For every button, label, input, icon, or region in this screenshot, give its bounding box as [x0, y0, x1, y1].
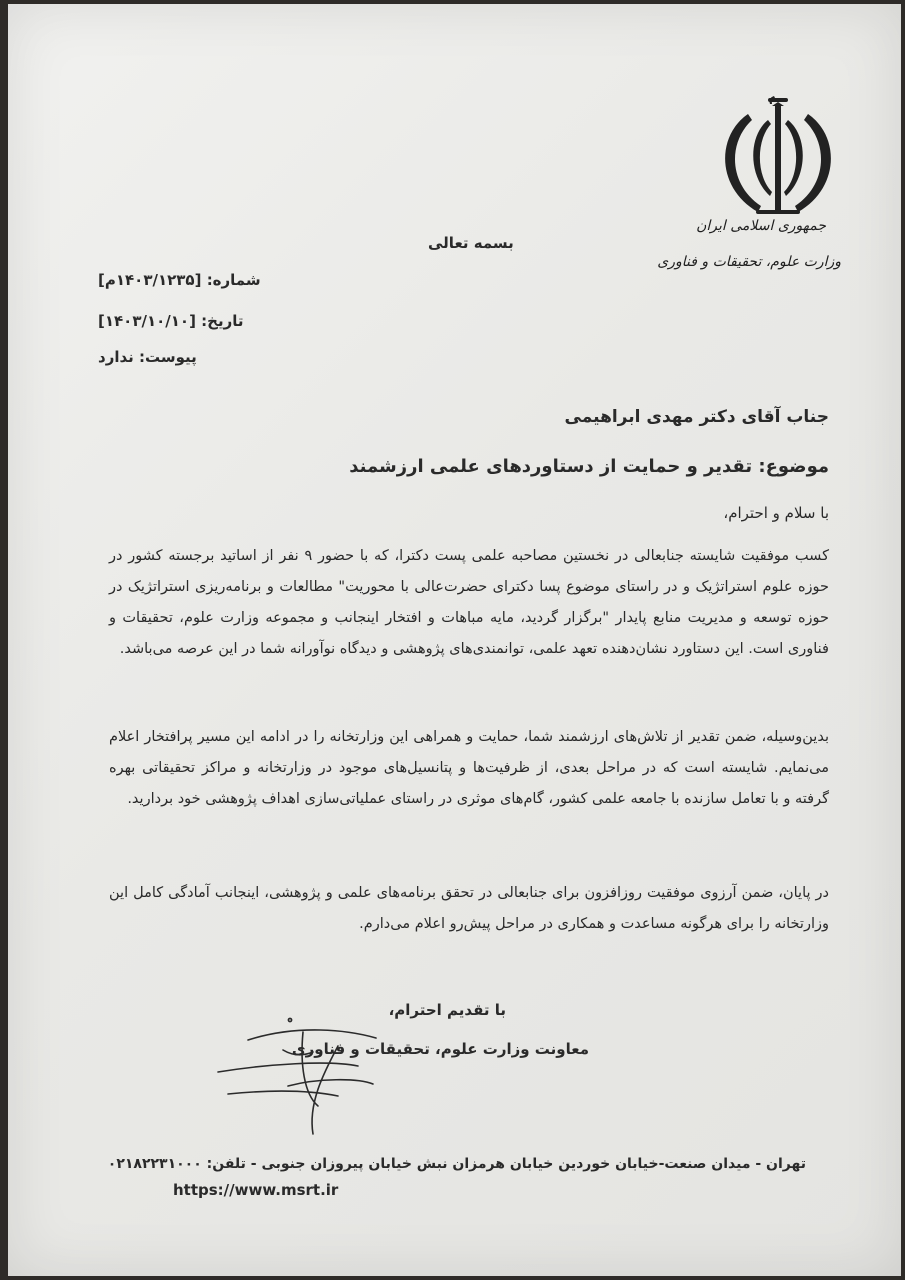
letter-attachment — [98, 348, 197, 366]
body-paragraph-3: در پایان، ضمن آرزوی موفقیت روزافزون برای جنابعالی در تحقق برنامه‌های علمی و پژوهشی، اینجانب آمادگی کامل این وزارتخانه را برای هرگونه مساعدت و همکاری در مراحل پیش‌رو اعلام می‌دارم. — [109, 885, 829, 932]
attachment-value: ندارد — [98, 348, 134, 366]
body-paragraph-1: کسب موفقیت شایسته جنابعالی در نخستین مصاحبه علمی پست دکترا، که با حضور ۹ نفر از اساتید برجسته کشور در حوزه علوم استراتژیک و در راستای موضوع پسا دکترای حضرت‌عالی با محوریت" مطالعات و برنامه‌ریزی استراتژیک در حوزه توسعه و مدیریت منابع پایدار "برگزار گردید، مایه مباهات و افتخار اینجانب و مجموعه وزارت علوم، تحقیقات و فناوری است. این دستاورد نشان‌دهنده تعهد علمی، توانمندی‌های پژوهشی و دیدگاه نوآورانه شما در این عرصه می‌باشد. — [109, 548, 829, 657]
body-paragraph-2: بدین‌وسیله، ضمن تقدیر از تلاش‌های ارزشمند شما، حمایت و همراهی این وزارتخانه را در ادامه این مسیر پرافتخار اعلام می‌نمایم. شایسته است که در مراحل بعدی، از ظرفیت‌ها و پتانسیل‌های موجود در وزارتخانه و مراکز تحقیقاتی بهره گرفته و با تعامل سازنده با جامعه علمی کشور، گام‌های موثری در راستای عملیاتی‌سازی اهداف پژوهشی خود بردارید. — [109, 729, 829, 807]
footer-website[interactable]: https://www.msrt.ir — [173, 1181, 339, 1199]
date-value: [۱۴۰۳/۱۰/۱۰] — [98, 312, 196, 330]
letter-date — [98, 312, 244, 330]
closing-salutation: با تقدیم احترام، — [388, 1001, 506, 1019]
signatory-title: معاونت وزارت علوم، تحقیقات و فناوری — [291, 1040, 589, 1058]
country-name: جمهوری اسلامی ایران — [696, 218, 826, 234]
subject-line — [349, 456, 829, 477]
letter-paper — [8, 4, 901, 1276]
signature-icon — [208, 994, 378, 1144]
invocation: بسمه تعالی — [428, 234, 514, 252]
letter-number — [98, 271, 261, 289]
subject-text: تقدیر و حمایت از دستاوردهای علمی ارزشمند — [349, 456, 753, 477]
attachment-label: پیوست: — [139, 348, 197, 366]
ministry-name: وزارت علوم، تحقیقات و فناوری — [657, 254, 841, 270]
recipient: جناب آقای دکتر مهدی ابراهیمی — [564, 407, 829, 427]
subject-label: موضوع: — [758, 456, 829, 477]
greeting: با سلام و احترام، — [723, 504, 829, 522]
iran-emblem-icon — [708, 96, 848, 220]
number-label: شماره: — [206, 271, 261, 289]
number-value: [۱۴۰۳/۱۲۳۵م] — [98, 271, 202, 289]
footer-address: تهران - میدان صنعت-خیابان خوردین خیابان هرمزان نبش خیابان پیروزان جنوبی - تلفن: ۰۲۱۸۲۲۳۱۰۰۰ — [107, 1156, 806, 1172]
date-label: تاریخ: — [201, 312, 244, 330]
